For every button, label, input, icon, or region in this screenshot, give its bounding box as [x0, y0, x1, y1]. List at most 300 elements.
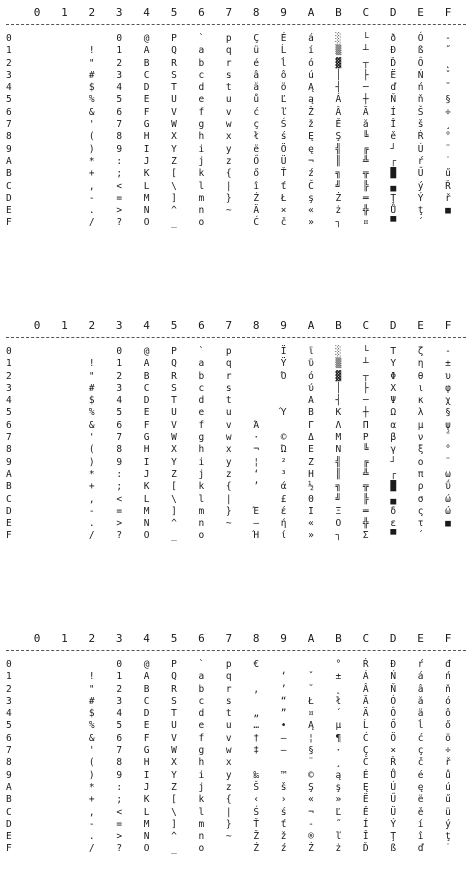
- glyph-cell: Ş: [335, 131, 342, 143]
- glyph-cell: ;: [116, 168, 123, 180]
- glyph-cell: ,: [88, 493, 95, 505]
- glyph-cell: <: [116, 493, 123, 505]
- glyph-cell: υ: [445, 370, 451, 382]
- glyph-cell: ť: [280, 818, 287, 830]
- glyph-cell: ϋ: [308, 358, 314, 370]
- glyph-cell: z: [225, 155, 232, 167]
- glyph-cell: ń: [445, 671, 451, 683]
- glyph-cell: ^: [171, 518, 177, 530]
- glyph-cell: a: [198, 358, 205, 370]
- glyph-cell: T: [171, 708, 177, 720]
- glyph-cell: (: [88, 757, 95, 769]
- glyph-cell: ®: [308, 831, 314, 843]
- column-header: 4: [143, 319, 150, 332]
- glyph-cell: /: [88, 843, 95, 855]
- glyph-cell: »: [308, 530, 314, 542]
- glyph-cell: Ϋ: [280, 358, 287, 370]
- glyph-cell: Y: [171, 456, 177, 468]
- glyph-cell: °: [335, 659, 342, 670]
- glyph-cell: !: [88, 45, 95, 57]
- glyph-cell: Ľ: [335, 806, 342, 818]
- glyph-cell: Ú: [390, 781, 397, 793]
- glyph-cell: ]: [171, 818, 177, 830]
- glyph-cell: ”: [280, 708, 287, 720]
- column-header: 8: [252, 632, 260, 645]
- glyph-cell: A: [143, 671, 150, 683]
- glyph-cell: ┼: [362, 94, 369, 106]
- glyph-cell: E: [143, 94, 150, 106]
- table-row: [6, 733, 466, 745]
- glyph-cell: U: [171, 720, 177, 732]
- glyph-cell: n: [198, 518, 205, 530]
- glyph-cell: τ: [417, 518, 424, 530]
- glyph-cell: §: [445, 94, 451, 106]
- glyph-cell: ┬: [362, 57, 369, 69]
- table-row: [6, 358, 466, 370]
- glyph-cell: #: [88, 382, 95, 394]
- table-row: [6, 144, 466, 156]
- glyph-cell: Ω: [390, 407, 397, 419]
- column-header: E: [417, 319, 424, 332]
- table-row: [6, 782, 466, 794]
- glyph-cell: Ę: [308, 131, 314, 143]
- glyph-cell: `: [198, 33, 205, 44]
- glyph-cell: Q: [171, 671, 177, 683]
- glyph-cell: w: [225, 432, 232, 444]
- glyph-cell: Έ: [253, 505, 260, 517]
- column-header: E: [417, 632, 424, 645]
- glyph-cell: f: [198, 732, 205, 744]
- column-header: 0: [33, 6, 41, 19]
- glyph-cell: ˇ: [308, 671, 314, 683]
- glyph-cell: z: [225, 781, 232, 793]
- glyph-cell: π: [417, 468, 424, 480]
- glyph-cell: ½: [308, 481, 314, 493]
- glyph-cell: ░: [335, 346, 342, 357]
- glyph-cell: Δ: [308, 432, 314, 444]
- glyph-cell: …: [253, 720, 260, 732]
- glyph-cell: G: [143, 432, 150, 444]
- glyph-cell: €: [253, 659, 260, 670]
- glyph-cell: >: [116, 831, 123, 843]
- column-header: 4: [143, 632, 150, 645]
- glyph-cell: ß: [390, 843, 397, 855]
- glyph-cell: │: [335, 69, 342, 81]
- glyph-cell: ö: [445, 732, 451, 744]
- glyph-cell: a: [198, 45, 205, 57]
- code-table-3: [6, 630, 466, 856]
- glyph-cell: k: [198, 481, 205, 493]
- table-row: [6, 794, 466, 806]
- glyph-cell: č: [417, 757, 424, 769]
- glyph-cell: Ŕ: [417, 131, 424, 143]
- glyph-cell: #: [88, 69, 95, 81]
- column-header: 8: [252, 6, 260, 19]
- glyph-cell: v: [225, 732, 232, 744]
- glyph-cell: o: [198, 530, 205, 542]
- glyph-cell: m: [198, 818, 205, 830]
- glyph-cell: ú: [308, 69, 314, 81]
- glyph-cell: Z: [171, 781, 177, 793]
- glyph-cell: .: [88, 831, 95, 843]
- glyph-cell: î: [253, 180, 260, 192]
- glyph-cell: ': [88, 745, 95, 757]
- glyph-cell: ‹: [253, 794, 260, 806]
- glyph-cell: «: [308, 794, 314, 806]
- column-header: 0: [33, 319, 41, 332]
- glyph-cell: *: [88, 155, 95, 167]
- glyph-cell: █: [390, 168, 397, 180]
- glyph-cell: Φ: [390, 370, 397, 382]
- glyph-cell: \: [171, 493, 177, 505]
- glyph-cell: e: [198, 94, 205, 106]
- glyph-cell: ´: [417, 217, 424, 229]
- glyph-cell: -: [445, 33, 451, 44]
- table-row: [6, 168, 466, 180]
- glyph-cell: ŕ: [417, 659, 424, 670]
- glyph-cell: D: [143, 395, 150, 407]
- glyph-cell: 3: [116, 69, 123, 81]
- glyph-cell: ˘: [445, 82, 451, 94]
- glyph-cell: ú: [445, 781, 451, 793]
- glyph-cell: ç: [253, 119, 260, 131]
- glyph-cell: Ë: [362, 794, 369, 806]
- glyph-cell: M: [143, 505, 150, 517]
- glyph-cell: ▓: [335, 57, 342, 69]
- glyph-cell: Ι: [308, 505, 314, 517]
- code-table-2: [6, 317, 466, 543]
- glyph-cell: Ť: [280, 168, 287, 180]
- glyph-cell: ˛: [335, 683, 342, 695]
- glyph-cell: P: [171, 33, 177, 44]
- glyph-cell: {: [225, 168, 232, 180]
- glyph-cell: R: [171, 370, 177, 382]
- table-body: [6, 346, 466, 543]
- glyph-cell: ╩: [362, 155, 369, 167]
- glyph-cell: Ź: [253, 843, 260, 855]
- table-row: [6, 420, 466, 432]
- glyph-cell: 3: [116, 382, 123, 394]
- glyph-cell: ‘: [280, 671, 287, 683]
- row-label: 1: [6, 45, 12, 57]
- glyph-cell: Ů: [390, 769, 397, 781]
- glyph-cell: ą: [308, 94, 314, 106]
- table-row: [6, 383, 466, 395]
- glyph-cell: ß: [417, 45, 424, 57]
- glyph-cell: ό: [308, 370, 314, 382]
- glyph-cell: ‘: [253, 468, 260, 480]
- glyph-cell: +: [88, 168, 95, 180]
- glyph-cell: ": [88, 370, 95, 382]
- row-label: A: [6, 155, 12, 167]
- glyph-cell: Ĺ: [280, 45, 287, 57]
- glyph-cell: }: [225, 505, 232, 517]
- glyph-cell: ―: [253, 518, 260, 530]
- glyph-cell: ń: [417, 82, 424, 94]
- glyph-cell: Ά: [253, 419, 260, 431]
- table-row: [6, 205, 466, 217]
- glyph-cell: -: [445, 346, 451, 357]
- glyph-cell: ): [88, 143, 95, 155]
- glyph-cell: ‡: [253, 745, 260, 757]
- glyph-cell: ╬: [362, 205, 369, 217]
- glyph-cell: ˇ: [445, 69, 451, 81]
- glyph-cell: X: [171, 757, 177, 769]
- glyph-cell: ů: [253, 94, 260, 106]
- glyph-cell: Ť: [253, 818, 260, 830]
- table-row: [6, 107, 466, 119]
- glyph-cell: ą: [335, 769, 342, 781]
- glyph-cell: ~: [225, 831, 232, 843]
- glyph-cell: %: [88, 94, 95, 106]
- glyph-cell: x: [225, 757, 232, 769]
- glyph-cell: Ą: [308, 82, 314, 94]
- glyph-cell: K: [143, 168, 150, 180]
- glyph-cell: Ď: [362, 843, 369, 855]
- glyph-cell: >: [116, 205, 123, 217]
- column-header-row: [6, 630, 466, 648]
- glyph-cell: @: [143, 659, 150, 670]
- glyph-cell: s: [225, 695, 232, 707]
- glyph-cell: ©: [308, 769, 314, 781]
- glyph-cell: c: [198, 695, 205, 707]
- glyph-cell: ρ: [417, 481, 424, 493]
- glyph-cell: 6: [116, 106, 123, 118]
- glyph-cell: ╣: [335, 143, 342, 155]
- glyph-cell: á: [417, 671, 424, 683]
- glyph-cell: u: [225, 94, 232, 106]
- glyph-cell: ň: [417, 94, 424, 106]
- glyph-cell: ď: [417, 843, 424, 855]
- row-label: 0: [6, 346, 12, 357]
- glyph-cell: ˝: [445, 45, 451, 57]
- glyph-cell: ž: [280, 831, 287, 843]
- glyph-cell: ~: [225, 518, 232, 530]
- glyph-cell: ó: [445, 695, 451, 707]
- glyph-cell: ς: [417, 505, 424, 517]
- table-row: [6, 94, 466, 106]
- row-label: B: [6, 168, 12, 180]
- glyph-cell: i: [198, 456, 205, 468]
- glyph-cell: =: [116, 818, 123, 830]
- row-label: 1: [6, 358, 12, 370]
- glyph-cell: g: [198, 119, 205, 131]
- glyph-cell: Π: [362, 419, 369, 431]
- glyph-cell: Β: [308, 407, 314, 419]
- column-header: 6: [198, 319, 205, 332]
- glyph-cell: ╣: [335, 456, 342, 468]
- glyph-cell: ψ: [445, 419, 451, 431]
- table-row: [6, 82, 466, 94]
- glyph-cell: 1: [116, 45, 123, 57]
- glyph-cell: ╠: [362, 493, 369, 505]
- glyph-cell: A: [143, 45, 150, 57]
- glyph-cell: φ: [445, 382, 451, 394]
- glyph-cell: =: [116, 505, 123, 517]
- glyph-cell: ›: [280, 794, 287, 806]
- column-header: 3: [115, 6, 123, 19]
- glyph-cell: Ś: [280, 119, 287, 131]
- glyph-cell: η: [417, 358, 424, 370]
- glyph-cell: Υ: [390, 358, 397, 370]
- glyph-cell: ?: [116, 843, 123, 855]
- glyph-cell: „: [253, 708, 260, 720]
- header-divider: [6, 650, 466, 651]
- glyph-cell: ║: [335, 468, 342, 480]
- table-row: [6, 770, 466, 782]
- glyph-cell: T: [171, 395, 177, 407]
- glyph-cell: t: [225, 708, 232, 720]
- glyph-cell: B: [143, 683, 150, 695]
- glyph-cell: ·: [335, 745, 342, 757]
- column-header: C: [362, 6, 370, 19]
- glyph-cell: Ę: [362, 781, 369, 793]
- glyph-cell: Ř: [390, 757, 397, 769]
- glyph-cell: +: [88, 481, 95, 493]
- row-label: A: [6, 468, 12, 480]
- glyph-cell: Χ: [390, 382, 397, 394]
- glyph-cell: D: [143, 708, 150, 720]
- glyph-cell: Ł: [280, 192, 287, 204]
- glyph-cell: í: [308, 45, 314, 57]
- glyph-cell: _: [171, 530, 177, 542]
- glyph-cell: B: [143, 370, 150, 382]
- table-row: [6, 843, 466, 855]
- glyph-cell: 7: [116, 432, 123, 444]
- glyph-cell: [: [171, 481, 177, 493]
- glyph-cell: 7: [116, 745, 123, 757]
- glyph-cell: Θ: [308, 493, 314, 505]
- glyph-cell: £: [280, 493, 287, 505]
- glyph-cell: ■: [445, 518, 451, 530]
- glyph-cell: â: [253, 69, 260, 81]
- glyph-cell: ©: [280, 432, 287, 444]
- glyph-cell: C: [143, 382, 150, 394]
- header-divider: [6, 337, 466, 338]
- glyph-cell: ý: [445, 818, 451, 830]
- glyph-cell: ┌: [390, 468, 397, 480]
- glyph-cell: u: [225, 720, 232, 732]
- glyph-cell: K: [143, 481, 150, 493]
- glyph-cell: ¨: [308, 757, 314, 769]
- glyph-cell: o: [198, 843, 205, 855]
- glyph-cell: G: [143, 745, 150, 757]
- glyph-cell: ‚: [253, 683, 260, 695]
- glyph-cell: !: [88, 671, 95, 683]
- glyph-cell: δ: [390, 505, 397, 517]
- glyph-cell: f: [198, 106, 205, 118]
- glyph-cell: X: [171, 131, 177, 143]
- glyph-cell: b: [198, 370, 205, 382]
- glyph-cell: ': [88, 119, 95, 131]
- glyph-cell: 8: [116, 444, 123, 456]
- row-label: 6: [6, 732, 12, 744]
- row-label: 5: [6, 407, 12, 419]
- glyph-cell: ˙: [445, 843, 451, 855]
- glyph-cell: 2: [116, 57, 123, 69]
- column-header: 9: [280, 6, 287, 19]
- glyph-cell: R: [171, 683, 177, 695]
- glyph-cell: v: [225, 419, 232, 431]
- row-label: 4: [6, 395, 12, 407]
- glyph-cell: ι: [417, 382, 424, 394]
- row-label: 8: [6, 131, 12, 143]
- glyph-cell: ▄: [390, 180, 397, 192]
- column-header: 3: [115, 319, 123, 332]
- glyph-cell: ţ: [445, 831, 451, 843]
- glyph-cell: č: [280, 217, 287, 229]
- glyph-cell: Z: [171, 155, 177, 167]
- glyph-cell: Ő: [253, 155, 260, 167]
- table-row: [6, 457, 466, 469]
- glyph-cell: Λ: [335, 419, 342, 431]
- glyph-cell: @: [143, 33, 150, 44]
- glyph-cell: ´: [335, 708, 342, 720]
- glyph-cell: Ë: [390, 69, 397, 81]
- glyph-cell: ¬: [308, 155, 314, 167]
- row-label: 3: [6, 382, 12, 394]
- column-header: 1: [61, 6, 68, 19]
- glyph-cell: %: [88, 407, 95, 419]
- glyph-cell: ź: [308, 168, 314, 180]
- glyph-cell: ▒: [335, 45, 342, 57]
- glyph-cell: R: [171, 57, 177, 69]
- glyph-cell: m: [198, 505, 205, 517]
- row-label: B: [6, 481, 12, 493]
- glyph-cell: ├: [362, 382, 369, 394]
- glyph-cell: ł: [335, 695, 342, 707]
- glyph-cell: ¨: [445, 456, 451, 468]
- glyph-cell: W: [171, 119, 177, 131]
- glyph-cell: y: [225, 456, 232, 468]
- glyph-cell: ░: [335, 33, 342, 44]
- glyph-cell: X: [171, 444, 177, 456]
- glyph-cell: î: [417, 831, 424, 843]
- glyph-cell: _: [171, 217, 177, 229]
- glyph-cell: h: [198, 757, 205, 769]
- glyph-cell: °: [445, 131, 451, 143]
- glyph-cell: ż: [335, 843, 342, 855]
- column-header: C: [362, 319, 370, 332]
- glyph-cell: x: [225, 444, 232, 456]
- glyph-cell: γ: [390, 444, 397, 456]
- glyph-cell: ă: [417, 695, 424, 707]
- glyph-cell: ű: [445, 168, 451, 180]
- glyph-cell: ä: [253, 82, 260, 94]
- glyph-cell: Ő: [390, 720, 397, 732]
- column-header: E: [417, 6, 424, 19]
- glyph-cell: ╦: [362, 168, 369, 180]
- glyph-cell: r: [225, 57, 232, 69]
- row-label: 8: [6, 444, 12, 456]
- column-header: 7: [225, 632, 233, 645]
- glyph-cell: É: [362, 769, 369, 781]
- glyph-cell: b: [198, 683, 205, 695]
- glyph-cell: H: [143, 131, 150, 143]
- glyph-cell: 2: [116, 683, 123, 695]
- glyph-cell: ╠: [362, 180, 369, 192]
- glyph-cell: •: [280, 720, 287, 732]
- glyph-cell: ˙: [445, 155, 451, 167]
- glyph-cell: ľ: [280, 106, 287, 118]
- glyph-cell: â: [417, 683, 424, 695]
- glyph-cell: ?: [116, 530, 123, 542]
- glyph-cell: ř: [445, 757, 451, 769]
- glyph-cell: ˝: [335, 818, 342, 830]
- glyph-cell: Š: [253, 781, 260, 793]
- glyph-cell: ο: [417, 456, 424, 468]
- glyph-cell: ν: [417, 432, 424, 444]
